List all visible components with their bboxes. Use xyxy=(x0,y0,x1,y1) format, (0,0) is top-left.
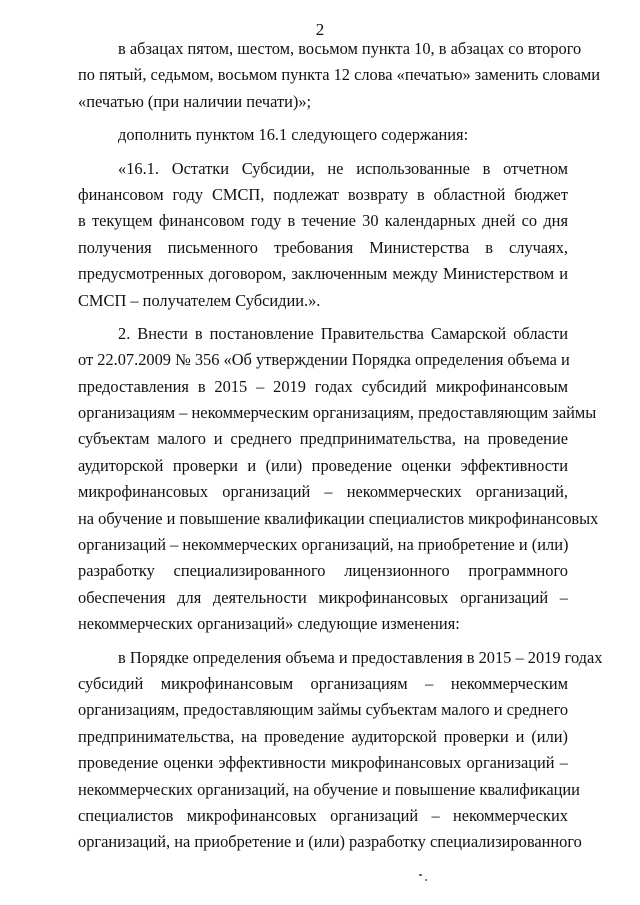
text-line: некоммерческих организаций» следующие изменения: xyxy=(78,614,460,634)
text-line: организаций – некоммерческих организаций, на приобретение и (или) xyxy=(78,535,569,555)
paragraph-point-16-1 xyxy=(78,156,568,314)
text-line: СМСП – получателем Субсидии.». xyxy=(78,290,321,310)
text-line: дополнить пунктом 16.1 следующего содержания: xyxy=(118,125,469,145)
text-line: аудиторской проверки и (или) проведение оценки эффективности xyxy=(78,455,568,475)
scan-speck xyxy=(425,879,427,881)
text-line: предусмотренных договором, заключенным между Министерством и xyxy=(78,264,568,284)
paragraph-amendment-stamp xyxy=(78,36,601,115)
page-number: 2 xyxy=(315,20,325,39)
text-line: обеспечения для деятельности микрофинансовых организаций – xyxy=(78,587,568,607)
text-line: организациям, предоставляющим займы субъектам малого и среднего xyxy=(78,700,569,720)
text-line: по пятый, седьмом, восьмом пункта 12 слова «печатью» заменить словами xyxy=(78,65,601,85)
text-line: организациям – некоммерческим организациям, предоставляющим займы xyxy=(78,403,597,423)
text-line: «16.1. Остатки Субсидии, не использованные в отчетном xyxy=(118,158,568,178)
text-line: проведение оценки эффективности микрофинансовых организаций – xyxy=(78,753,568,773)
text-line: получения письменного требования Министерства в случаях, xyxy=(78,237,568,257)
text-line: на обучение и повышение квалификации специалистов микрофинансовых xyxy=(78,508,599,528)
scan-speck xyxy=(419,874,422,876)
paragraph-order-changes xyxy=(78,645,603,856)
text-line: в текущем финансовом году в течение 30 календарных дней со дня xyxy=(78,211,568,231)
text-line: разработку специализированного лицензионного программного xyxy=(78,561,568,581)
text-line: микрофинансовых организаций – некоммерческих организаций, xyxy=(78,482,568,502)
text-line: некоммерческих организаций, на обучение и повышение квалификации xyxy=(78,779,580,799)
text-line: предоставления в 2015 – 2019 годах субсидий микрофинансовым xyxy=(78,376,568,396)
text-line: субсидий микрофинансовым организациям – некоммерческим xyxy=(78,673,568,693)
text-line: в Порядке определения объема и предоставления в 2015 – 2019 годах xyxy=(118,647,603,667)
text-line: в абзацах пятом, шестом, восьмом пункта 10, в абзацах со второго xyxy=(118,39,582,58)
paragraph-add-point xyxy=(78,122,568,148)
text-line: организаций, на приобретение и (или) разработку специализированного xyxy=(78,832,582,852)
text-line: специалистов микрофинансовых организаций – некоммерческих xyxy=(78,805,568,825)
text-line: финансовом году СМСП, подлежат возврату в областной бюджет xyxy=(78,184,568,204)
text-line: предпринимательства, на проведение аудиторской проверки и (или) xyxy=(78,726,568,746)
text-line: от 22.07.2009 № 356 «Об утверждении Порядка определения объема и xyxy=(78,350,570,370)
document-body xyxy=(78,36,603,856)
text-line: «печатью (при наличии печати)»; xyxy=(78,91,312,111)
paragraph-item-2 xyxy=(78,321,599,638)
text-line: 2. Внести в постановление Правительства Самарской области xyxy=(118,323,568,343)
text-line: субъектам малого и среднего предпринимательства, на проведение xyxy=(78,429,568,449)
